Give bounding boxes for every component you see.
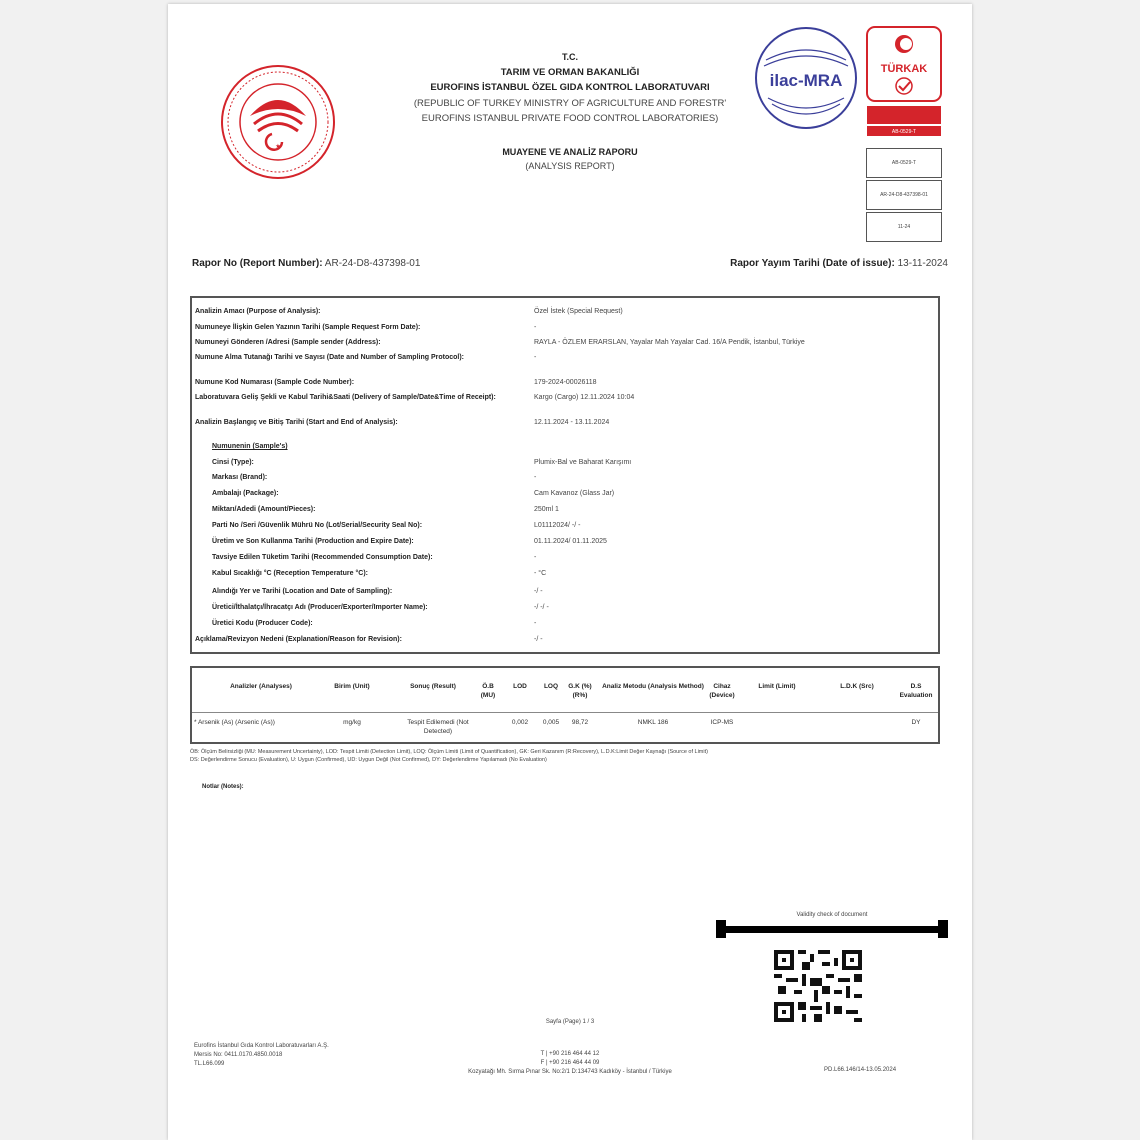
- report-date-label: Rapor Yayım Tarihi (Date of issue):: [730, 258, 895, 269]
- info-value: RAYLA - ÖZLEM ERARSLAN, Yayalar Mah Yayalar Cad. 16/A Pendik, İstanbul, Türkiye: [534, 339, 805, 346]
- table-header: Cihaz (Device): [709, 683, 735, 699]
- info-label: Numuneye İlişkin Gelen Yazının Tarihi (Sample Request Form Date):: [195, 324, 421, 331]
- table-cell-result: Tespit Edilemedi (Not Detected): [407, 719, 469, 735]
- sample-label: Üretici Kodu (Producer Code):: [212, 620, 313, 627]
- sample-label: Üretim ve Son Kullanma Tarihi (Production and Expire Date):: [212, 538, 414, 545]
- info-value: 12.11.2024 - 13.11.2024: [534, 419, 610, 426]
- sample-value: -: [534, 474, 537, 481]
- sample-value: -: [534, 554, 537, 561]
- validity-check: [716, 912, 948, 938]
- table-cell-lod: 0,002: [511, 719, 529, 726]
- turkak-code: AB-0529-T: [891, 129, 917, 135]
- footer-contact-block: [418, 1050, 722, 1077]
- table-header: D.S Evaluation: [899, 683, 933, 699]
- footer-phone: T | +90 216 464 44 12: [540, 1051, 600, 1057]
- document-page: [168, 4, 972, 1140]
- table-divider: [192, 712, 938, 713]
- report-number-value: AR-24-D8-437398-01: [324, 258, 421, 269]
- footer-address: Kozyatağı Mh. Sırma Pınar Sk. No:2/1 D:134743 Kadıköy - İstanbul / Türkiye: [468, 1069, 672, 1075]
- revision-value: -/ -: [534, 636, 543, 643]
- side-box-report-number: AR-24-D8-437398-01: [866, 180, 942, 210]
- footer-mersis: Mersis No: 0411.0170.4850.0018: [194, 1052, 283, 1058]
- analysis-table: [190, 666, 940, 744]
- sample-value: - °C: [534, 570, 547, 577]
- sample-value: 01.11.2024/ 01.11.2025: [534, 538, 607, 545]
- info-value: Kargo (Cargo) 12.11.2024 10:04: [534, 394, 635, 401]
- svg-text:★: ★: [275, 144, 281, 150]
- sample-info-box: [190, 296, 940, 654]
- ilac-mra-text: ilac-MRA: [769, 71, 843, 90]
- table-header: LOQ: [543, 683, 559, 690]
- side-box-month: 11-24: [866, 212, 942, 242]
- table-header: Analizler (Analyses): [230, 683, 292, 690]
- sample-value: -/ -/ -: [534, 604, 549, 611]
- abbreviation-legend: [190, 748, 930, 764]
- sample-value: L01112024/ -/ -: [534, 522, 581, 529]
- footer-fax: F | +90 216 464 44 09: [540, 1060, 600, 1066]
- table-cell-analysis: * Arsenik (As) (Arsenic (As)): [194, 719, 275, 726]
- header-laboratory-english: EUROFINS ISTANBUL PRIVATE FOOD CONTROL LABORATORIES): [421, 113, 719, 124]
- sample-label: Miktarı/Adedi (Amount/Pieces):: [212, 506, 316, 513]
- sample-value: -/ -: [534, 588, 543, 595]
- header-ministry: TARIM VE ORMAN BAKANLIĞI: [500, 67, 640, 78]
- sample-label: Üretici/İthalatçı/İhracatçı Adı (Producer/Exporter/Importer Name):: [212, 604, 428, 611]
- report-date: [730, 258, 948, 269]
- info-label: Analizin Amacı (Purpose of Analysis):: [195, 308, 321, 315]
- sample-label: Cinsi (Type):: [212, 459, 254, 466]
- info-label: Laboratuvara Geliş Şekli ve Kabul Tarihi&Saati (Delivery of Sample/Date&Time of Receipt):: [195, 394, 496, 401]
- redacted-bar: [716, 920, 948, 938]
- footer-tl: TL.L66.099: [194, 1061, 225, 1067]
- sample-label: Parti No /Seri /Güvenlik Mührü No (Lot/Serial/Security Seal No):: [212, 522, 423, 529]
- info-value: Özel İstek (Special Request): [534, 308, 623, 315]
- info-label: Analizin Başlangıç ve Bitiş Tarihi (Start and End of Analysis):: [195, 419, 398, 426]
- info-label: Numune Kod Numarası (Sample Code Number):: [195, 379, 355, 386]
- info-value: -: [534, 354, 537, 361]
- sample-label: Tavsiye Edilen Tüketim Tarihi (Recommended Consumption Date):: [212, 554, 433, 561]
- table-cell-unit: mg/kg: [343, 719, 361, 726]
- page-number: Sayfa (Page) 1 / 3: [545, 1019, 595, 1025]
- table-cell-recovery: 98,72: [571, 719, 589, 726]
- revision-label: Açıklama/Revizyon Nedeni (Explanation/Reason for Revision):: [195, 636, 402, 643]
- table-header: L.D.K (Src): [840, 683, 874, 690]
- table-cell-loq: 0,005: [542, 719, 560, 726]
- sample-label: Ambalajı (Package):: [212, 490, 279, 497]
- sample-value: Cam Kavanoz (Glass Jar): [534, 490, 615, 497]
- report-title: MUAYENE VE ANALİZ RAPORU: [502, 147, 638, 157]
- sample-heading: Numunenin (Sample's): [212, 443, 288, 450]
- table-header: Limit (Limit): [758, 683, 796, 690]
- header-tc: T.C.: [561, 52, 578, 62]
- qr-code[interactable]: [774, 950, 862, 1022]
- turkak-logo: [866, 26, 942, 138]
- table-header: Ö.B (MU): [480, 683, 496, 699]
- table-header: LOD: [513, 683, 527, 690]
- table-header: G.K (%) (R%): [568, 683, 592, 699]
- legend-line: DS: Değerlendirme Sonucu (Evaluation), U: Uygun (Confirmed), UD: Uygun Değil (Not Confirmed), DY: Değerlendirme Yapılamadı (No Evaluation): [190, 757, 547, 763]
- ilac-mra-logo: [754, 26, 858, 130]
- header-ministry-english: (REPUBLIC OF TURKEY MINISTRY OF AGRICULTURE AND FORESTR': [413, 98, 727, 109]
- side-box-accreditation: AB-0529-T: [866, 148, 942, 178]
- info-label: Numuneyi Gönderen /Adresi (Sample sender (Address):: [195, 339, 381, 346]
- table-cell-method: NMKL 186: [637, 719, 669, 726]
- sample-value: -: [534, 620, 537, 627]
- report-subtitle: (ANALYSIS REPORT): [525, 161, 615, 171]
- sample-label: Kabul Sıcaklığı °C (Reception Temperature °C):: [212, 570, 368, 577]
- table-header: Birim (Unit): [334, 683, 370, 690]
- info-value: 179-2024-00026118: [534, 379, 597, 386]
- report-number: [192, 258, 420, 269]
- sample-value: 250ml 1: [534, 506, 559, 513]
- sample-value: Plumix-Bal ve Baharat Karışımı: [534, 459, 632, 466]
- footer-company: Eurofins İstanbul Gıda Kontrol Laboratuvarları A.Ş.: [194, 1043, 329, 1049]
- table-header: Sonuç (Result): [410, 683, 456, 690]
- footer-form-code: PD.L66.146/14-13.05.2024: [824, 1067, 897, 1073]
- report-number-label: Rapor No (Report Number):: [192, 258, 323, 269]
- header-laboratory: EUROFINS İSTANBUL ÖZEL GIDA KONTROL LABORATUVARI: [430, 82, 710, 93]
- sample-label: Alındığı Yer ve Tarihi (Location and Date of Sampling):: [212, 588, 393, 595]
- table-cell-evaluation: DY: [911, 719, 921, 726]
- turkak-text: TÜRKAK: [880, 63, 928, 75]
- sample-label: Markası (Brand):: [212, 474, 268, 481]
- table-cell-device: ICP-MS: [710, 719, 734, 726]
- notes-label: Notlar (Notes):: [202, 784, 244, 790]
- report-date-value: 13-11-2024: [897, 258, 948, 269]
- table-header: Analiz Metodu (Analysis Method): [602, 683, 704, 690]
- legend-line: ÖB: Ölçüm Belirsizliği (MU: Measurement Uncertainty), LOD: Tespit Limiti (Detection Limit), LOQ: Ölçüm Limiti (Limit of Quantification), GK: Geri Kazanım (R:Recovery), L.D.K:Limit Değer Kaynağı (Source of Limit): [190, 749, 708, 755]
- validity-label: Validity check of document: [796, 912, 868, 918]
- info-value: -: [534, 324, 537, 331]
- footer-company-block: [194, 1042, 329, 1069]
- info-label: Numune Alma Tutanağı Tarihi ve Sayısı (Date and Number of Sampling Protocol):: [195, 354, 465, 361]
